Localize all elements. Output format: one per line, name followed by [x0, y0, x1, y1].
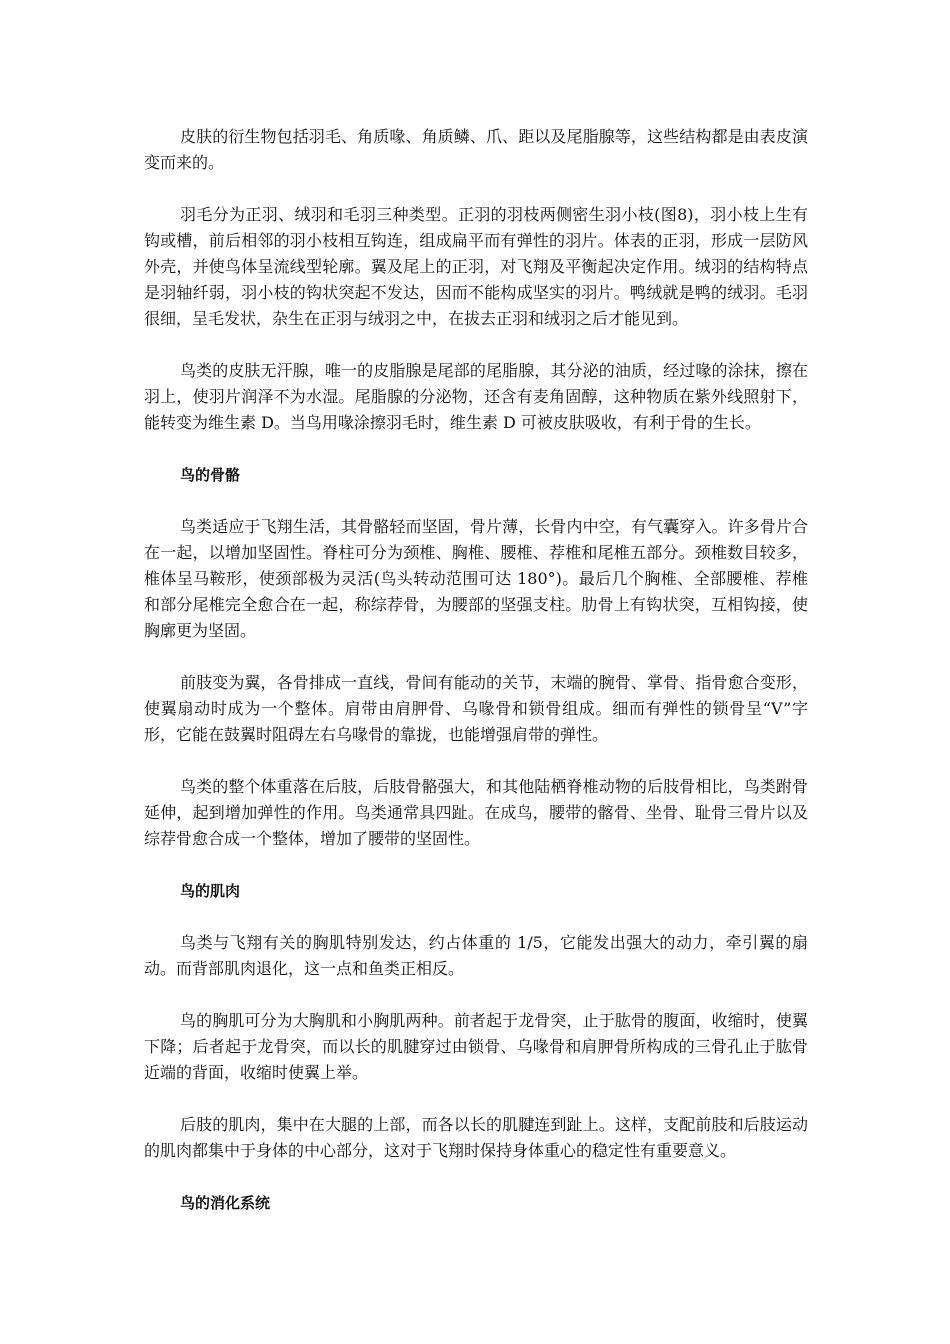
paragraph-hindlimb: 鸟类的整个体重落在后肢，后肢骨骼强大，和其他陆栖脊椎动物的后肢骨相比，鸟类跗骨延伸，起到增加弹性的作用。鸟类通常具四趾。在成鸟，腰带的髂骨、坐骨、耻骨三骨片以及综荐骨愈合成一个整体，增加了腰带的坚固性。 — [144, 777, 808, 848]
paragraph-forelimb: 前肢变为翼，各骨排成一直线，骨间有能动的关节，末端的腕骨、掌骨、指骨愈合变形，使翼扇动时成为一个整体。肩带由肩胛骨、乌喙骨和锁骨组成。细而有弹性的锁骨呈“V”字形，它能在鼓翼时阻碍左右乌喙骨的靠拢，也能增强肩带的弹性。 — [144, 673, 808, 744]
paragraph-pectoral-muscles: 鸟的胸肌可分为大胸肌和小胸肌两种。前者起于龙骨突，止于肱骨的腹面，收缩时，使翼下降；后者起于龙骨突，而以长的肌腱穿过由锁骨、乌喙骨和肩胛骨所构成的三骨孔止于肱骨近端的背面，收缩时使翼上举。 — [144, 1011, 808, 1082]
paragraph-flight-muscles: 鸟类与飞翔有关的胸肌特别发达，约占体重的 1/5，它能发出强大的动力，牵引翼的扇动。而背部肌肉退化，这一点和鱼类正相反。 — [144, 933, 808, 978]
paragraph-hindlimb-muscles: 后肢的肌肉，集中在大腿的上部，而各以长的肌腱连到趾上。这样，支配前肢和后肢运动的肌肉都集中于身体的中心部分，这对于飞翔时保持身体重心的稳定性有重要意义。 — [144, 1115, 808, 1160]
heading-muscles: 鸟的肌肉 — [180, 882, 241, 900]
paragraph-skeleton: 鸟类适应于飞翔生活，其骨骼轻而坚固，骨片薄，长骨内中空，有气囊穿入。许多骨片合在一起，以增加坚固性。脊柱可分为颈椎、胸椎、腰椎、荐椎和尾椎五部分。颈椎数目较多，椎体呈马鞍形，使颈部极为灵活(鸟头转动范围可达 180°)。最后几个胸椎、全部腰椎、荐椎和部分尾椎完全愈合在一起，称综荐骨，为腰部的坚强支柱。肋骨上有钩状突，互相钩接，使胸廓更为坚固。 — [144, 517, 808, 640]
heading-digestive-system: 鸟的消化系统 — [180, 1194, 271, 1212]
paragraph-skin-derivatives: 皮肤的衍生物包括羽毛、角质喙、角质鳞、爪、距以及尾脂腺等，这些结构都是由表皮演变而来的。 — [144, 127, 808, 172]
heading-skeleton: 鸟的骨骼 — [180, 466, 241, 484]
paragraph-feather-types: 羽毛分为正羽、绒羽和毛羽三种类型。正羽的羽枝两侧密生羽小枝(图8)，羽小枝上生有钩或槽，前后相邻的羽小枝相互钩连，组成扁平而有弹性的羽片。体表的正羽，形成一层防风外壳，并使鸟体呈流线型轮廓。翼及尾上的正羽，对飞翔及平衡起决定作用。绒羽的结构特点是羽轴纤弱，羽小枝的钩状突起不发达，因而不能构成坚实的羽片。鸭绒就是鸭的绒羽。毛羽很细，呈毛发状，杂生在正羽与绒羽之中，在拔去正羽和绒羽之后才能见到。 — [144, 205, 808, 328]
paragraph-preen-gland: 鸟类的皮肤无汗腺，唯一的皮脂腺是尾部的尾脂腺，其分泌的油质，经过喙的涂抹，擦在羽上，使羽片润泽不为水湿。尾脂腺的分泌物，还含有麦角固醇，这种物质在紫外线照射下，能转变为维生素 D。当鸟用喙涂擦羽毛时，维生素 D 可被皮肤吸收，有利于骨的生长。 — [144, 361, 808, 432]
document-body — [144, 124, 808, 1242]
